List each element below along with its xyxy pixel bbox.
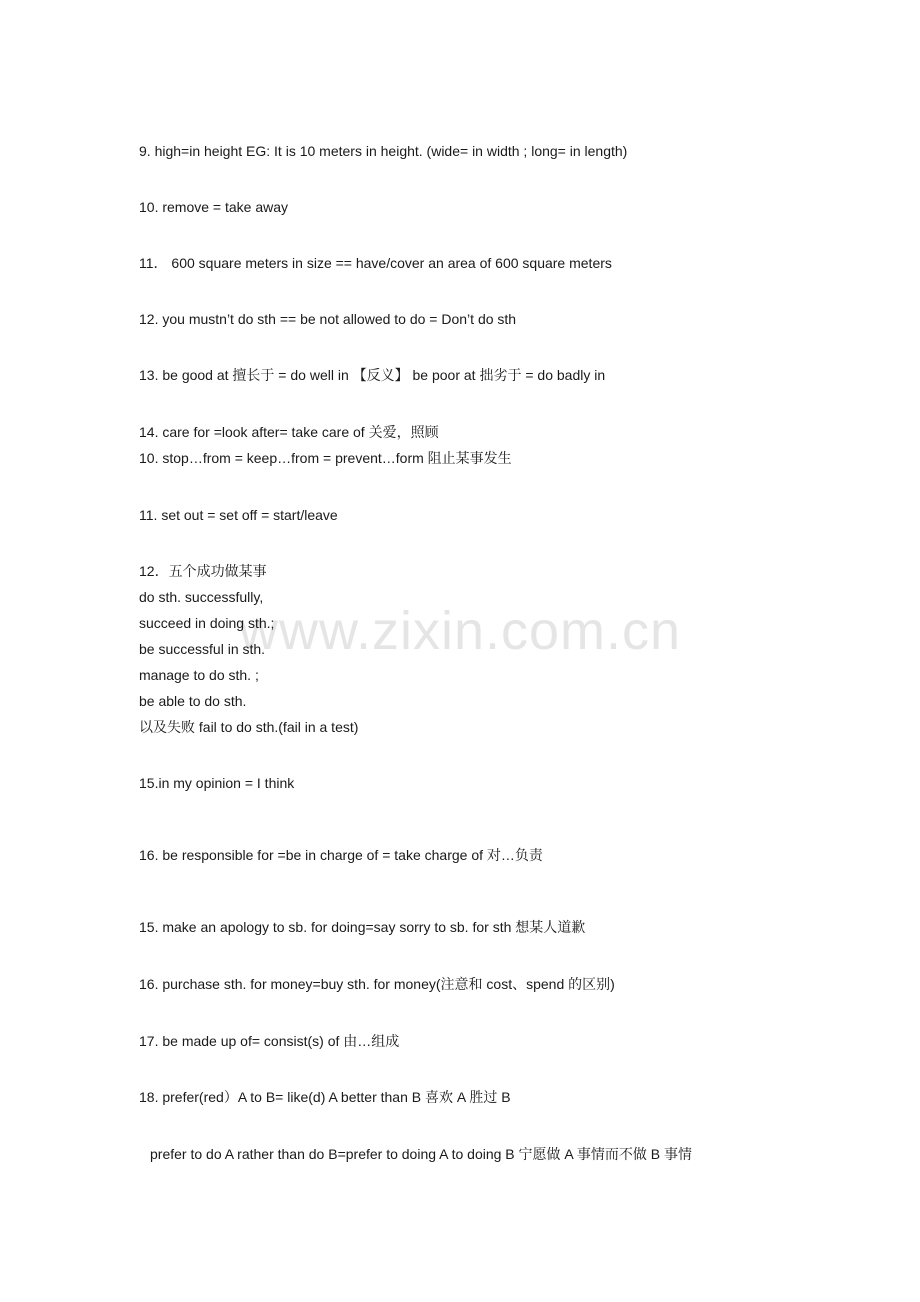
note-line-11: 11． 600 square meters in size == have/cover an area of 600 square meters (139, 255, 612, 271)
note-line-18: 18. prefer(red）A to B= like(d) A better than B 喜欢 A 胜过 B (139, 1089, 511, 1105)
note-line-12b-item-1: do sth. successfully, (139, 589, 264, 605)
note-line-18-continued: prefer to do A rather than do B=prefer to doing A to doing B 宁愿做 A 事情而不做 B 事情 (150, 1146, 693, 1162)
note-line-12b-item-3: be successful in sth. (139, 641, 266, 657)
note-line-12b-heading: 12．五个成功做某事 (139, 563, 267, 579)
note-line-15: 15.in my opinion = I think (139, 775, 295, 791)
note-line-14: 14. care for =look after= take care of 关爱，照顾 (139, 424, 439, 440)
note-line-16b: 16. purchase sth. for money=buy sth. for money(注意和 cost、spend 的区别) (139, 976, 615, 992)
note-line-12b-item-2: succeed in doing sth.; (139, 615, 275, 631)
note-line-12b-item-6: 以及失败 fail to do sth.(fail in a test) (139, 719, 359, 735)
note-line-16: 16. be responsible for =be in charge of = take charge of 对…负责 (139, 847, 543, 863)
note-line-10: 10. remove = take away (139, 199, 289, 215)
watermark: www.zixin.com.cn (238, 601, 682, 661)
note-line-12b-item-5: be able to do sth. (139, 693, 247, 709)
note-line-12: 12. you mustn’t do sth == be not allowed to do = Don’t do sth (139, 311, 517, 327)
note-line-13: 13. be good at 擅长于 = do well in 【反义】 be poor at 拙劣于 = do badly in (139, 367, 606, 383)
note-line-11b: 11. set out = set off = start/leave (139, 507, 338, 523)
note-line-10b: 10. stop…from = keep…from = prevent…form 阻止某事发生 (139, 450, 512, 466)
note-line-15b: 15. make an apology to sb. for doing=say sorry to sb. for sth 想某人道歉 (139, 919, 586, 935)
note-line-12b-item-4: manage to do sth. ; (139, 667, 259, 683)
note-line-17: 17. be made up of= consist(s) of 由…组成 (139, 1033, 400, 1049)
note-line-9: 9. high=in height EG: It is 10 meters in height. (wide= in width ; long= in length) (139, 143, 628, 159)
